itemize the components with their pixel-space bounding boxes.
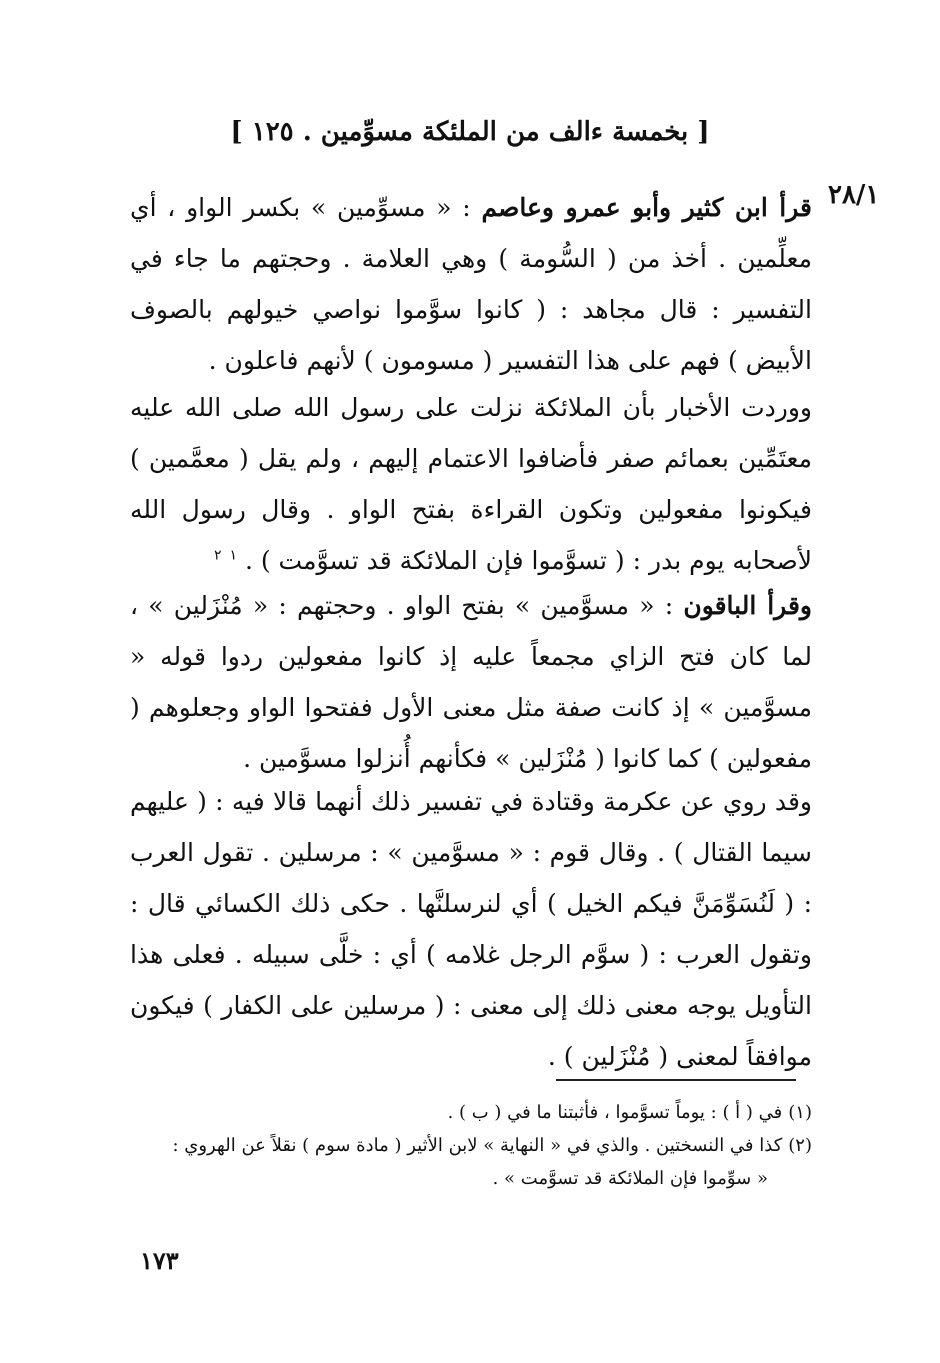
footnote-1-text: في ( أ ) : يوماً تسوَّموا ، فأثبتنا ما في ( ب ) .	[447, 1102, 783, 1123]
footnote-1-number: (١)	[788, 1102, 812, 1123]
footnote-2-text: كذا في النسختين . والذي في « النهاية » لابن الأثير ( مادة سوم ) نقلاً عن الهروي :	[172, 1135, 783, 1156]
margin-reference: ٢٨/١	[828, 180, 880, 210]
paragraph-1-text: : « مسوِّمين » بكسر الواو ، أي معلِّمين . أخذ من ( السُّومة ) وهي العلامة . وحجتهم ما جاء في التفسير : قال مجاهد : ( كانوا سوَّموا نواصي خيولهم بالصوف الأبيض ) فهم على هذا التفسير ( مسومون ) لأنهم فاعلون .	[130, 193, 812, 375]
paragraph-2-text: ووردت الأخبار بأن الملائكة نزلت على رسول الله صلى الله عليه معتَمِّين بعمائم صفر فأضافوا الاعتمام إليهم ، ولم يقل ( معمَّمين ) فيكونوا مفعولين وتكون القراءة بفتح الواو . وقال رسول الله لأصحابه يوم بدر : ( تسوَّموا فإن الملائكة قد تسوَّمت ) .	[130, 393, 812, 575]
footnote-1	[138, 1096, 812, 1129]
paragraph-3-text: : « مسوَّمين » بفتح الواو . وحجتهم : « مُنْزَلين » ، لما كان فتح الزاي مجمعاً عليه إذ كانوا مفعولين ردوا قوله « مسوَّمين » إذ كانت صفة مثل معنى الأول ففتحوا الواو وجعلوهم ( مفعولين ) كما كانوا ( مُنْزَلين » فكأنهم أُنزلوا مسوَّمين .	[130, 591, 812, 773]
paragraph-1-lead: قرأ ابن كثير وأبو عمرو وعاصم	[481, 193, 812, 222]
footnote-marker-2: ٢	[213, 547, 222, 564]
footnote-2	[138, 1129, 812, 1195]
footnote-2-number: (٢)	[788, 1135, 812, 1156]
footnote-marker-1: ١	[229, 547, 237, 564]
footnote-2-continuation: « سوِّموا فإن الملائكة قد تسوَّمت » .	[492, 1168, 768, 1189]
paragraph-2	[130, 382, 812, 586]
paragraph-1	[130, 182, 812, 386]
paragraph-3	[130, 580, 812, 784]
paragraph-4-text: وقد روي عن عكرمة وقتادة في تفسير ذلك أنهما قالا فيه : ( عليهم سيما القتال ) . وقال قوم : « مسوَّمين » : مرسلين . تقول العرب : ( لَنُسَوِّمَنَّ فيكم الخيل ) أي لنرسلنَّها . حكى ذلك الكسائي قال : وتقول العرب : ( سوَّم الرجل غلامه ) أي : خلَّى سبيله . فعلى هذا التأويل يوجه معنى ذلك إلى معنى : ( مرسلين على الكفار ) فيكون موافقاً لمعنى ( مُنْزَلين ) .	[130, 787, 812, 1071]
footnote-divider	[556, 1079, 796, 1081]
footnotes	[138, 1096, 812, 1195]
paragraph-3-lead: وقرأ الباقون	[683, 591, 812, 620]
page-number: ١٧٣	[140, 1246, 179, 1275]
verse-heading: [ بخمسة ءالف من الملئكة مسوِّمين . ١٢٥ ]	[230, 117, 710, 147]
paragraph-4	[130, 776, 812, 1082]
